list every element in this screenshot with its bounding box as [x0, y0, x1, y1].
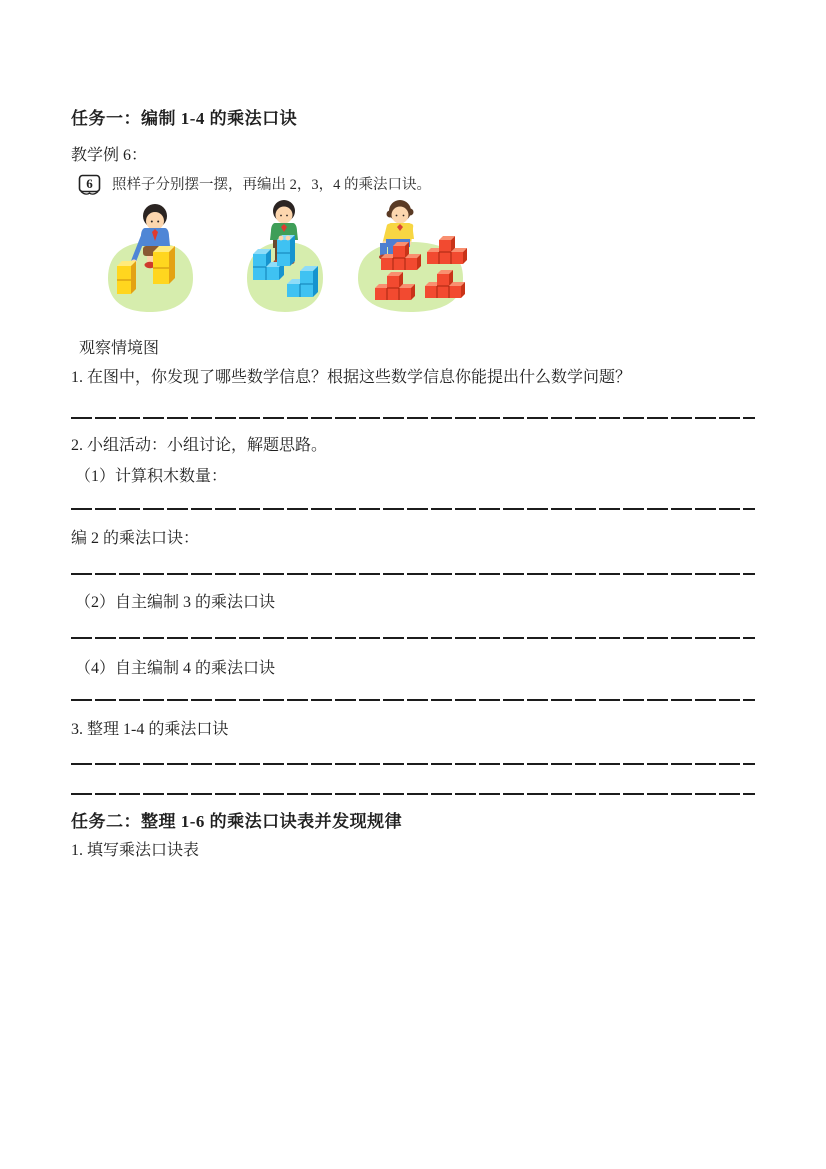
task1-heading: 任务一：编制 1-4 的乘法口诀: [71, 109, 298, 128]
make-2-label: 编 2 的乘法口诀：: [71, 530, 200, 547]
question-2-sub1: （1）计算积木数量：: [75, 468, 228, 485]
answer-line: [71, 508, 755, 510]
question-2-sub4: （4）自主编制 4 的乘法口诀: [75, 660, 276, 677]
figure-scenes: [71, 198, 755, 320]
scene-yellow-blocks: [103, 200, 198, 320]
book-badge-icon: [77, 174, 103, 196]
observe-label: 观察情境图: [79, 340, 160, 357]
question-3: 3. 整理 1-4 的乘法口诀: [71, 721, 229, 738]
task2-item-1: 1. 填写乘法口诀表: [71, 842, 200, 859]
answer-line: [71, 793, 755, 795]
task2-heading: 任务二：整理 1-6 的乘法口诀表并发现规律: [71, 812, 403, 831]
question-1: 1. 在图中，你发现了哪些数学信息？根据这些数学信息你能提出什么数学问题？: [71, 369, 632, 386]
figure-instruction-row: [71, 172, 755, 198]
example-label: 教学例 6：: [71, 147, 148, 164]
badge-number: 6: [86, 176, 93, 191]
answer-line: [71, 637, 755, 639]
textbook-figure: [71, 172, 755, 320]
question-2-sub2: （2）自主编制 3 的乘法口诀: [75, 594, 276, 611]
page-content: [71, 0, 755, 862]
question-2: 2. 小组活动：小组讨论，解题思路。: [71, 437, 328, 454]
answer-line: [71, 417, 755, 419]
figure-instruction-text: 照样子分别摆一摆，再编出 2，3，4 的乘法口诀。: [112, 177, 431, 193]
answer-line: [71, 699, 755, 701]
answer-line: [71, 573, 755, 575]
scene-blue-blocks: [243, 198, 328, 320]
scene-red-blocks: [353, 198, 468, 320]
answer-line: [71, 763, 755, 765]
